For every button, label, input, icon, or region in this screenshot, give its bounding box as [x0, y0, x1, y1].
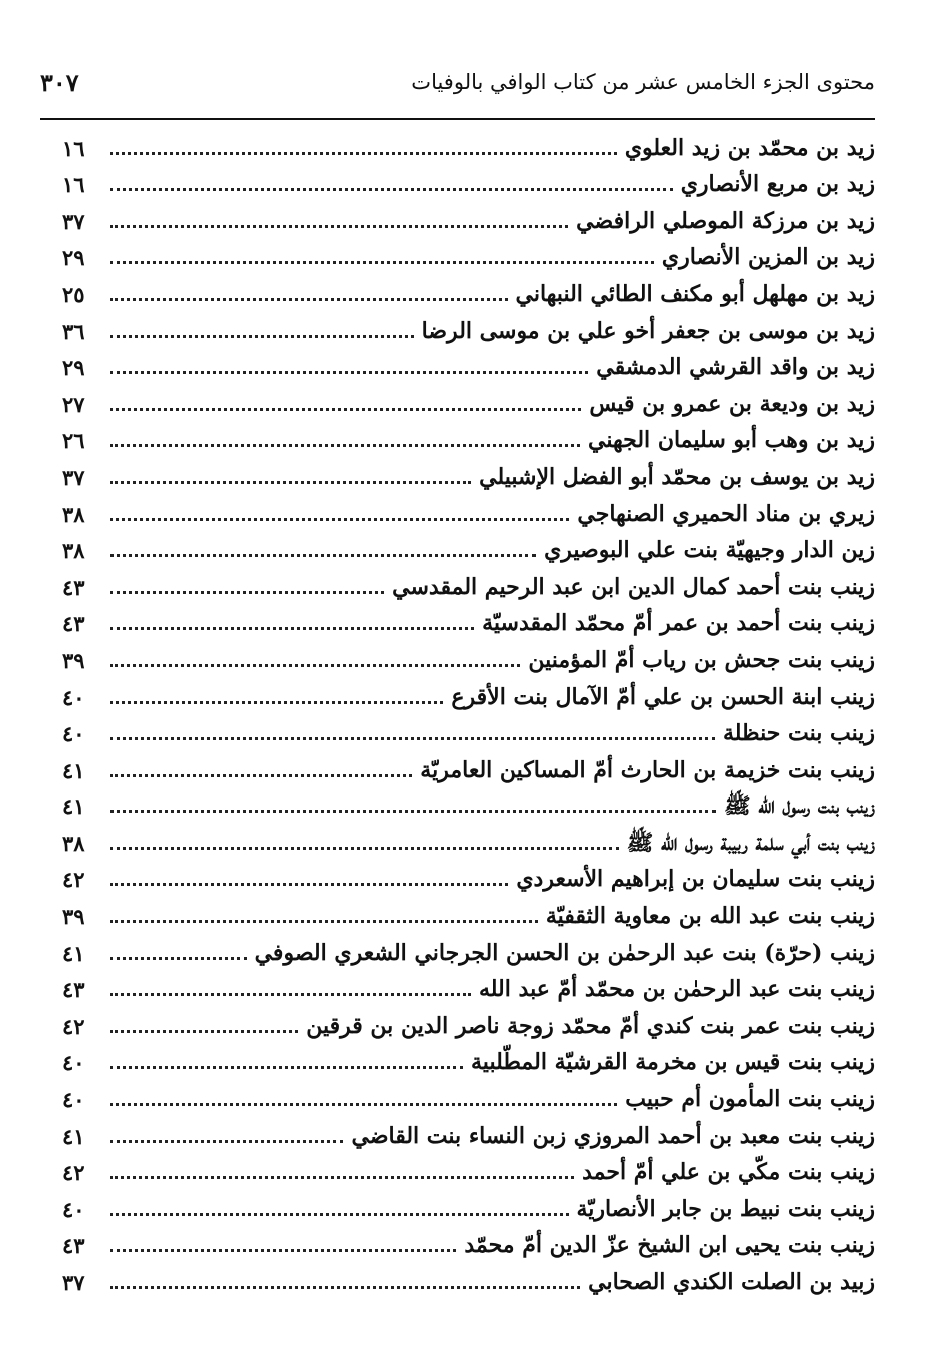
entry-name: زيد بن موسى بن جعفر أخو علي بن موسى الرضا	[421, 317, 875, 344]
entry-page-number: ٤١	[62, 940, 85, 966]
dot-leader	[110, 701, 443, 704]
entry-name: زينب بنت سليمان بن إبراهيم الأسعردي	[516, 866, 875, 893]
entry-page-number: ٣٧	[62, 1270, 85, 1295]
dot-leader	[110, 1176, 574, 1179]
list-item	[62, 1226, 875, 1263]
list-item	[62, 860, 875, 897]
entry-name: زينب بنت حنظلة	[722, 720, 875, 747]
entry-page-number: ٤٠	[62, 721, 85, 747]
dot-leader	[110, 847, 619, 850]
dot-leader	[110, 1213, 569, 1216]
running-header	[40, 62, 875, 102]
entry-name: زينب بنت عبد الرحمٰن بن محمّد أمّ عبد الله	[478, 976, 875, 1003]
list-item	[62, 677, 875, 714]
entry-page-number: ٤٣	[62, 574, 85, 600]
dot-leader	[110, 225, 568, 228]
entry-name: زينب بنت عمر بنت كندي أمّ محمّد زوجة ناصر الدين بن قرقين	[306, 1012, 875, 1039]
dot-leader	[110, 518, 569, 521]
header-page-number: ٣٠٧	[40, 67, 79, 97]
entry-name: زيد بن محمّد بن زيد العلوي	[624, 134, 875, 161]
dot-leader	[110, 920, 538, 923]
list-item	[62, 274, 875, 311]
entry-page-number: ٣٨	[62, 501, 85, 527]
entry-page-number: ٣٩	[62, 647, 85, 673]
list-item	[62, 128, 875, 165]
list-item	[62, 165, 875, 202]
entry-page-number: ١٦	[62, 135, 85, 161]
entry-name: زينب بنت عبد الله بن معاوية الثقفيّة	[545, 903, 875, 930]
dot-leader	[110, 1103, 617, 1106]
dot-leader	[110, 883, 508, 886]
list-item	[62, 494, 875, 531]
entry-name: زينب بنت أبي سلمة ربيبة رسول الله ﷺ	[626, 829, 875, 856]
list-item	[62, 640, 875, 677]
dot-leader	[110, 1140, 343, 1143]
entry-page-number: ٣٨	[62, 830, 85, 856]
entry-page-number: ٤٢	[62, 867, 85, 893]
entry-name: زيد بن مربع الأنصاري	[680, 171, 875, 198]
entry-name: زينب بنت يحيى ابن الشيخ عزّ الدين أمّ محمّد	[464, 1232, 875, 1259]
entry-page-number: ٣٨	[62, 538, 85, 564]
list-item	[62, 604, 875, 641]
dot-leader	[110, 737, 715, 740]
list-item	[62, 457, 875, 494]
table-of-contents	[62, 128, 875, 1299]
list-item	[62, 1262, 875, 1299]
list-item	[62, 201, 875, 238]
list-item	[62, 1043, 875, 1080]
entry-name: زيد بن مرزكة الموصلي الرافضي	[576, 207, 875, 234]
entry-page-number: ٤٣	[62, 977, 85, 1003]
list-item	[62, 421, 875, 458]
dot-leader	[110, 298, 508, 301]
dot-leader	[110, 993, 471, 996]
list-item	[62, 1116, 875, 1153]
list-item	[62, 1153, 875, 1190]
entry-name: زينب بنت قيس بن مخرمة القرشيّة المطّلبية	[471, 1049, 875, 1076]
dot-leader	[110, 1030, 298, 1033]
dot-leader	[110, 1286, 580, 1289]
list-item	[62, 933, 875, 970]
list-item	[62, 787, 875, 824]
list-item	[62, 970, 875, 1007]
entry-name: زيد بن وديعة بن عمرو بن قيس	[589, 390, 875, 417]
entry-page-number: ٤١	[62, 794, 85, 820]
entry-name: زين الدار وجيهيّة بنت علي البوصيري	[544, 537, 875, 564]
entry-page-number: ٤٢	[62, 1013, 85, 1039]
list-item	[62, 384, 875, 421]
dot-leader	[110, 261, 654, 264]
entry-page-number: ٣٧	[62, 208, 85, 234]
entry-name: زينب بنت نبيط بن جابر الأنصاريّة	[576, 1195, 875, 1222]
dot-leader	[110, 481, 471, 484]
entry-name: زيد بن واقد القرشي الدمشقي	[596, 354, 875, 381]
entry-page-number: ٤٠	[62, 1087, 85, 1113]
entry-name: زيد بن يوسف بن محمّد أبو الفضل الإشبيلي	[479, 463, 875, 490]
list-item	[62, 714, 875, 751]
dot-leader	[110, 152, 617, 155]
entry-page-number: ٤٣	[62, 1233, 85, 1259]
list-item	[62, 823, 875, 860]
dot-leader	[110, 664, 520, 667]
entry-name: زينب (حرّة) بنت عبد الرحمٰن بن الحسن الجرجاني الشعري الصوفي	[254, 939, 875, 966]
dot-leader	[110, 188, 673, 191]
entry-page-number: ٣٦	[62, 318, 85, 344]
list-item	[62, 1189, 875, 1226]
dot-leader	[110, 1249, 456, 1252]
list-item	[62, 238, 875, 275]
list-item	[62, 1079, 875, 1116]
list-item	[62, 750, 875, 787]
entry-name: زيد بن وهب أبو سليمان الجهني	[588, 427, 875, 454]
entry-name: زينب بنت المأمون أم حبيب	[625, 1086, 875, 1113]
dot-leader	[110, 335, 414, 338]
entry-name: زينب بنت أحمد كمال الدين ابن عبد الرحيم المقدسي	[392, 573, 875, 600]
dot-leader	[110, 627, 474, 630]
entry-page-number: ٢٩	[62, 355, 85, 381]
entry-page-number: ٢٦	[62, 428, 85, 454]
entry-name: زينب بنت جحش بن رياب أمّ المؤمنين	[528, 646, 875, 673]
entry-name: زينب بنت معبد بن أحمد المروزي زبن النساء بنت القاضي	[351, 1122, 875, 1149]
entry-name: زيري بن مناد الحميري الصنهاجي	[577, 500, 875, 527]
entry-page-number: ٤٢	[62, 1160, 85, 1186]
list-item	[62, 567, 875, 604]
entry-name: زينب ابنة الحسن بن علي أمّ الآمال بنت الأقرع	[451, 683, 875, 710]
entry-name: زيد بن مهلهل أبو مكنف الطائي النبهاني	[515, 280, 875, 307]
dot-leader	[110, 408, 581, 411]
entry-page-number: ٢٧	[62, 391, 85, 417]
dot-leader	[110, 810, 716, 813]
entry-page-number: ٤١	[62, 1123, 85, 1149]
dot-leader	[110, 371, 588, 374]
list-item	[62, 348, 875, 385]
entry-name: زيد بن المزين الأنصاري	[661, 244, 875, 271]
entry-page-number: ١٦	[62, 172, 85, 198]
entry-page-number: ٣٩	[62, 904, 85, 930]
entry-page-number: ٤٠	[62, 684, 85, 710]
dot-leader	[110, 591, 384, 594]
list-item	[62, 896, 875, 933]
entry-name: زينب بنت مكّي بن علي أمّ أحمد	[582, 1159, 875, 1186]
list-item	[62, 1006, 875, 1043]
entry-name: زينب بنت رسول الله ﷺ	[724, 793, 875, 820]
dot-leader	[110, 444, 580, 447]
dot-leader	[110, 1066, 463, 1069]
entry-name: زينب بنت خزيمة بن الحارث أمّ المساكين العامريّة	[420, 756, 875, 783]
entry-name: زبيد بن الصلت الكندي الصحابي	[588, 1269, 875, 1295]
entry-name: زينب بنت أحمد بن عمر أمّ محمّد المقدسيّة	[482, 610, 875, 637]
header-divider	[40, 118, 875, 120]
dot-leader	[110, 957, 247, 960]
dot-leader	[110, 774, 412, 777]
entry-page-number: ٤٠	[62, 1050, 85, 1076]
header-title: محتوى الجزء الخامس عشر من كتاب الوافي بالوفيات	[411, 70, 875, 94]
entry-page-number: ٤١	[62, 757, 85, 783]
entry-page-number: ٢٩	[62, 245, 85, 271]
entry-page-number: ٣٧	[62, 464, 85, 490]
list-item	[62, 531, 875, 568]
dot-leader	[110, 554, 536, 557]
entry-page-number: ٤٣	[62, 611, 85, 637]
entry-page-number: ٤٠	[62, 1196, 85, 1222]
list-item	[62, 311, 875, 348]
entry-page-number: ٢٥	[62, 281, 85, 307]
